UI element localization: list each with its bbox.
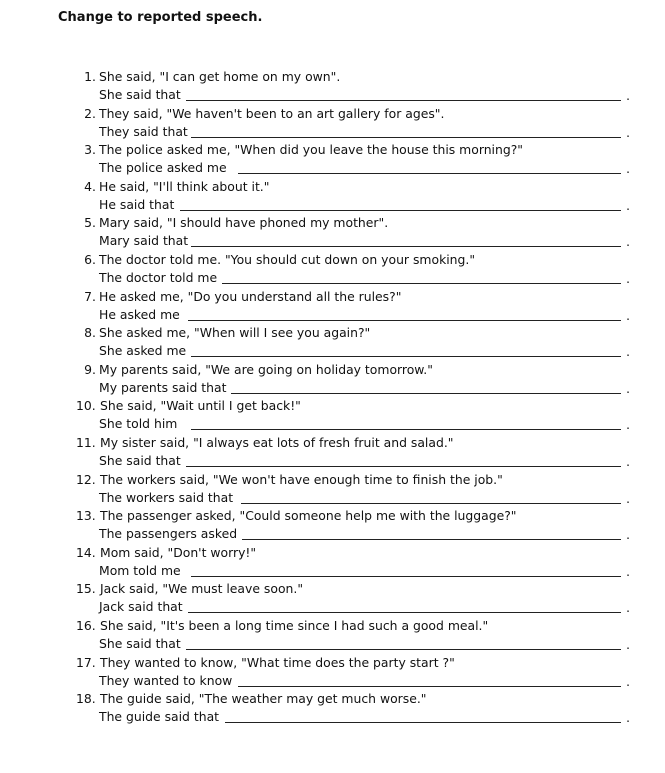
exercise-question: She asked me, "When will I see you again?" [99,325,371,341]
answer-lead: She said that [99,452,181,468]
answer-lead: They wanted to know [99,672,233,688]
exercise-item [0,288,665,325]
answer-blank[interactable] [186,100,621,101]
answer-blank[interactable] [222,283,621,284]
answer-row [0,562,665,580]
line-end-period: . [626,198,630,213]
exercise-question: The guide said, "The weather may get much worse." [100,691,427,707]
exercise-item [0,544,665,581]
line-end-period: . [626,271,630,286]
exercise-question: My parents said, "We are going on holiday tomorrow." [99,361,433,377]
line-end-period: . [626,89,630,103]
answer-row [0,379,665,397]
exercise-question: She said, "Wait until I get back!" [100,398,301,414]
answer-row [0,342,665,360]
answer-lead: She said that [99,635,181,651]
exercise-item [0,214,665,251]
exercise-item [0,654,665,691]
answer-lead: My parents said that [99,379,227,395]
line-end-period: . [626,564,630,579]
exercise-number: 5. [84,215,96,231]
answer-row [0,269,665,287]
answer-lead: The guide said that [99,709,220,725]
answer-row [0,159,665,177]
answer-blank[interactable] [180,210,621,211]
exercise-item [0,361,665,398]
answer-blank[interactable] [191,356,621,357]
answer-row [0,452,665,470]
answer-lead: She asked me [99,343,187,359]
exercise-item [0,68,665,105]
exercise-question: The passenger asked, "Could someone help me with the luggage?" [100,508,517,524]
answer-row [0,708,665,726]
answer-blank[interactable] [186,649,621,650]
answer-lead: Mary said that [99,233,189,249]
exercise-item [0,251,665,288]
answer-row [0,86,665,104]
line-end-period: . [626,345,630,360]
exercise-item [0,580,665,617]
answer-blank[interactable] [191,137,621,138]
answer-blank[interactable] [225,722,621,723]
answer-blank[interactable] [186,466,621,467]
exercise-question: Mom said, "Don't worry!" [100,544,257,560]
answer-blank[interactable] [238,173,621,174]
exercise-question: He said, "I'll think about it." [99,178,270,194]
answer-lead: They said that [99,123,188,139]
exercise-number: 9. [84,361,96,377]
exercise-question: She said, "It's been a long time since I had such a good meal." [100,617,489,633]
exercise-question: They wanted to know, "What time does the party start ?" [100,654,455,670]
line-end-period: . [626,674,630,689]
exercise-number: 4. [84,178,96,194]
exercise-number: 13. [76,508,96,524]
line-end-period: . [626,125,630,140]
answer-lead: The passengers asked [99,526,238,542]
exercise-item [0,507,665,544]
exercise-question: The police asked me, "When did you leave the house this morning?" [99,142,523,158]
answer-lead: The police asked me [99,160,227,176]
exercise-question: The doctor told me. "You should cut down on your smoking." [99,251,476,267]
answer-row [0,635,665,653]
line-end-period: . [626,308,630,323]
line-end-period: . [626,162,630,177]
exercise-number: 16. [76,617,96,633]
exercise-question: He asked me, "Do you understand all the rules?" [99,288,402,304]
exercise-item [0,397,665,434]
exercise-number: 7. [84,288,96,304]
exercise-item [0,141,665,178]
exercise-number: 17. [76,654,96,670]
line-end-period: . [626,235,630,250]
exercise-number: 18. [76,691,96,707]
exercise-item [0,617,665,654]
exercise-question: Jack said, "We must leave soon." [100,581,304,597]
answer-lead: The workers said that [99,489,234,505]
exercise-number: 14. [76,544,96,560]
worksheet-title: Change to reported speech. [58,10,263,25]
line-end-period: . [626,601,630,616]
exercise-number: 11. [76,434,96,450]
answer-lead: He asked me [99,306,180,322]
answer-row [0,525,665,543]
answer-row [0,123,665,141]
line-end-period: . [626,491,630,506]
answer-blank[interactable] [191,429,621,430]
line-end-period: . [626,454,630,469]
answer-row [0,598,665,616]
answer-blank[interactable] [188,320,621,321]
answer-row [0,232,665,250]
answer-row [0,415,665,433]
exercise-item [0,434,665,471]
answer-row [0,489,665,507]
exercise-question: My sister said, "I always eat lots of fresh fruit and salad." [100,434,454,450]
answer-blank[interactable] [231,393,621,394]
line-end-period: . [626,381,630,396]
exercise-question: The workers said, "We won't have enough time to finish the job." [100,471,503,487]
answer-blank[interactable] [238,686,621,687]
answer-lead: The doctor told me [99,269,218,285]
answer-blank[interactable] [191,576,621,577]
exercise-number: 15. [76,581,96,597]
exercise-number: 6. [84,251,96,267]
exercise-number: 1. [84,69,96,84]
exercise-item [0,105,665,142]
line-end-period: . [626,637,630,652]
answer-row [0,672,665,690]
exercise-question: They said, "We haven't been to an art gallery for ages". [99,105,445,121]
exercise-question: Mary said, "I should have phoned my mother". [99,215,389,231]
exercise-number: 10. [76,398,96,414]
exercise-list [0,68,665,727]
answer-lead: She said that [99,87,181,102]
answer-blank[interactable] [241,503,621,504]
line-end-period: . [626,528,630,543]
exercise-number: 12. [76,471,96,487]
answer-blank[interactable] [242,539,621,540]
line-end-period: . [626,418,630,433]
exercise-question: She said, "I can get home on my own". [99,69,341,84]
exercise-item [0,178,665,215]
answer-row [0,196,665,214]
exercise-number: 3. [84,142,96,158]
exercise-number: 8. [84,325,96,341]
answer-blank[interactable] [191,246,621,247]
exercise-item [0,324,665,361]
answer-lead: He said that [99,196,175,212]
answer-row [0,306,665,324]
answer-lead: She told him [99,416,178,432]
answer-lead: Jack said that [99,599,183,615]
line-end-period: . [626,711,630,726]
answer-blank[interactable] [188,612,621,613]
exercise-number: 2. [84,105,96,121]
exercise-item [0,471,665,508]
exercise-item [0,690,665,727]
answer-lead: Mom told me [99,562,181,578]
